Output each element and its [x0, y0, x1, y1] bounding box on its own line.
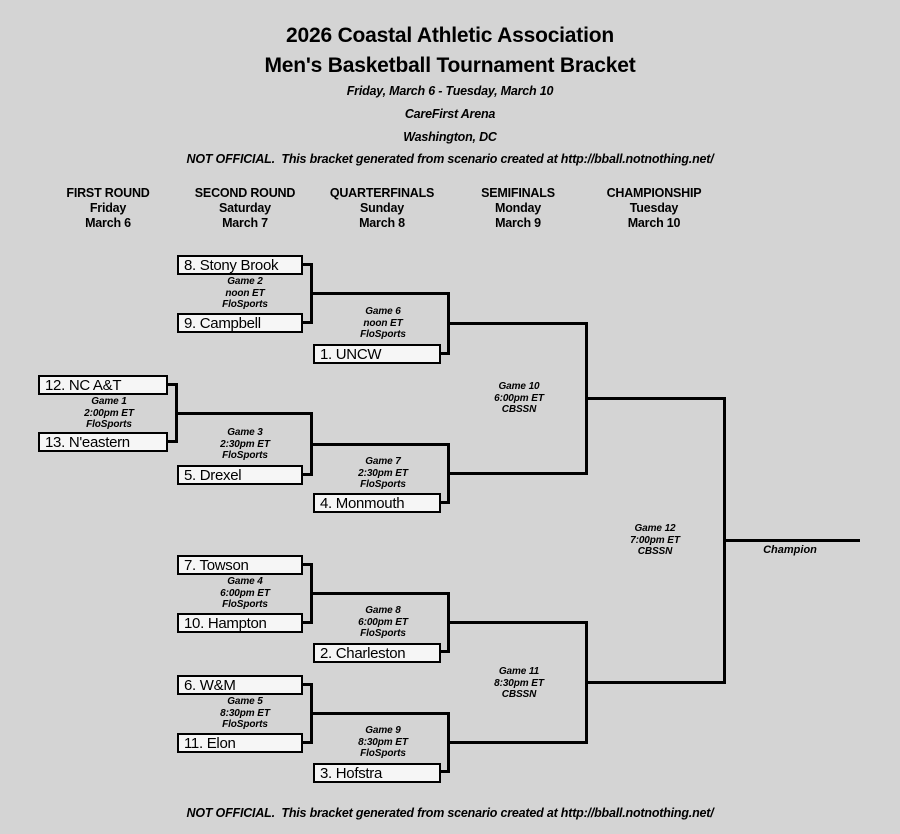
game-network: FloSports	[360, 329, 406, 340]
footer-disclaimer: NOT OFFICIAL. This bracket generated from scenario created at http://bball.notnothing.net/	[186, 806, 714, 820]
bracket-line	[310, 712, 450, 715]
champion-line	[723, 539, 860, 542]
bracket-line	[447, 741, 588, 744]
game-number: Game 2	[227, 276, 263, 287]
bracket-line	[447, 621, 588, 624]
team-label: 3. Hofstra	[320, 764, 383, 782]
bracket-line	[585, 397, 726, 400]
game-time: 6:00pm ET	[494, 392, 544, 404]
game-time: 8:30pm ET	[494, 677, 544, 689]
team-label: 13. N'eastern	[45, 433, 130, 451]
page-title-line1: 2026 Coastal Athletic Association	[286, 24, 614, 47]
team-label: 2. Charleston	[320, 644, 406, 662]
round-header-second-round	[175, 186, 315, 231]
team-label: 9. Campbell	[184, 314, 261, 332]
team-label: 11. Elon	[184, 734, 236, 752]
game-8-info	[323, 605, 443, 640]
round-day: Tuesday	[629, 201, 679, 215]
round-header-championship	[584, 186, 724, 231]
round-date: March 8	[359, 216, 405, 230]
game-network: FloSports	[360, 628, 406, 639]
game-network: CBSSN	[637, 546, 673, 557]
round-date: March 9	[495, 216, 541, 230]
game-10-info	[459, 381, 579, 416]
game-number: Game 4	[227, 576, 263, 587]
game-network: FloSports	[360, 748, 406, 759]
game-network: FloSports	[86, 419, 132, 430]
round-header-first-round	[38, 186, 178, 231]
game-time: noon ET	[363, 317, 403, 329]
team-box-nc-at	[38, 375, 168, 395]
game-1-info	[49, 396, 169, 431]
game-network: CBSSN	[501, 404, 537, 415]
header-disclaimer: NOT OFFICIAL. This bracket generated from scenario created at http://bball.notnothing.net/	[186, 152, 714, 166]
game-time: 8:30pm ET	[358, 736, 408, 748]
team-label: 12. NC A&T	[45, 376, 122, 394]
game-network: FloSports	[222, 450, 268, 461]
team-label: 1. UNCW	[320, 345, 382, 363]
round-name: SECOND ROUND	[194, 186, 296, 200]
game-7-info	[323, 456, 443, 491]
team-box-towson	[177, 555, 303, 575]
game-number: Game 12	[634, 523, 676, 534]
team-box-drexel	[177, 465, 303, 485]
bracket-line	[585, 681, 726, 684]
team-label: 4. Monmouth	[320, 494, 405, 512]
round-header-quarterfinals	[312, 186, 452, 231]
round-name: CHAMPIONSHIP	[606, 186, 702, 200]
team-box-hofstra	[313, 763, 441, 783]
bracket-line	[310, 292, 450, 295]
team-label: 6. W&M	[184, 676, 236, 694]
team-box-elon	[177, 733, 303, 753]
team-box-uncw	[313, 344, 441, 364]
team-label: 10. Hampton	[184, 614, 267, 632]
game-4-info	[185, 576, 305, 611]
bracket-line	[310, 443, 450, 446]
team-box-campbell	[177, 313, 303, 333]
event-dates: Friday, March 6 - Tuesday, March 10	[346, 84, 554, 98]
game-time: 2:30pm ET	[220, 438, 270, 450]
game-number: Game 11	[498, 666, 540, 677]
round-header-semifinals	[448, 186, 588, 231]
team-box-wm	[177, 675, 303, 695]
game-time: 6:00pm ET	[358, 616, 408, 628]
bracket-line	[447, 472, 588, 475]
round-name: SEMIFINALS	[481, 186, 555, 200]
team-label: 7. Towson	[184, 556, 249, 574]
game-11-info	[459, 666, 579, 701]
team-box-stony-brook	[177, 255, 303, 275]
bracket-line	[447, 322, 588, 325]
game-9-info	[323, 725, 443, 760]
game-network: FloSports	[222, 599, 268, 610]
game-time: noon ET	[225, 287, 265, 299]
round-day: Saturday	[219, 201, 271, 215]
game-number: Game 3	[227, 427, 263, 438]
page-title-line2: Men's Basketball Tournament Bracket	[264, 54, 636, 77]
round-date: March 7	[222, 216, 268, 230]
team-label: 5. Drexel	[184, 466, 242, 484]
game-number: Game 6	[365, 306, 401, 317]
team-box-hampton	[177, 613, 303, 633]
champion-label: Champion	[763, 544, 817, 556]
game-network: FloSports	[360, 479, 406, 490]
game-6-info	[323, 306, 443, 341]
bracket-line	[175, 412, 313, 415]
bracket-line	[310, 592, 450, 595]
round-name: QUARTERFINALS	[329, 186, 435, 200]
team-label: 8. Stony Brook	[184, 256, 279, 274]
event-venue: CareFirst Arena	[404, 107, 496, 121]
game-time: 8:30pm ET	[220, 707, 270, 719]
game-number: Game 8	[365, 605, 401, 616]
round-name: FIRST ROUND	[66, 186, 150, 200]
round-day: Monday	[494, 201, 542, 215]
game-number: Game 1	[91, 396, 127, 407]
round-date: March 6	[85, 216, 131, 230]
team-box-monmouth	[313, 493, 441, 513]
game-time: 7:00pm ET	[630, 534, 680, 546]
game-3-info	[185, 427, 305, 462]
game-5-info	[185, 696, 305, 731]
team-box-northeastern	[38, 432, 168, 452]
team-box-charleston	[313, 643, 441, 663]
round-day: Sunday	[360, 201, 404, 215]
game-time: 6:00pm ET	[220, 587, 270, 599]
game-number: Game 5	[227, 696, 263, 707]
game-network: CBSSN	[501, 689, 537, 700]
game-2-info	[185, 276, 305, 311]
game-network: FloSports	[222, 299, 268, 310]
round-day: Friday	[89, 201, 127, 215]
round-date: March 10	[627, 216, 681, 230]
game-network: FloSports	[222, 719, 268, 730]
game-number: Game 10	[498, 381, 540, 392]
game-number: Game 7	[365, 456, 401, 467]
game-time: 2:00pm ET	[84, 407, 134, 419]
game-12-info	[595, 523, 715, 558]
game-time: 2:30pm ET	[358, 467, 408, 479]
event-city: Washington, DC	[403, 130, 497, 144]
game-number: Game 9	[365, 725, 401, 736]
